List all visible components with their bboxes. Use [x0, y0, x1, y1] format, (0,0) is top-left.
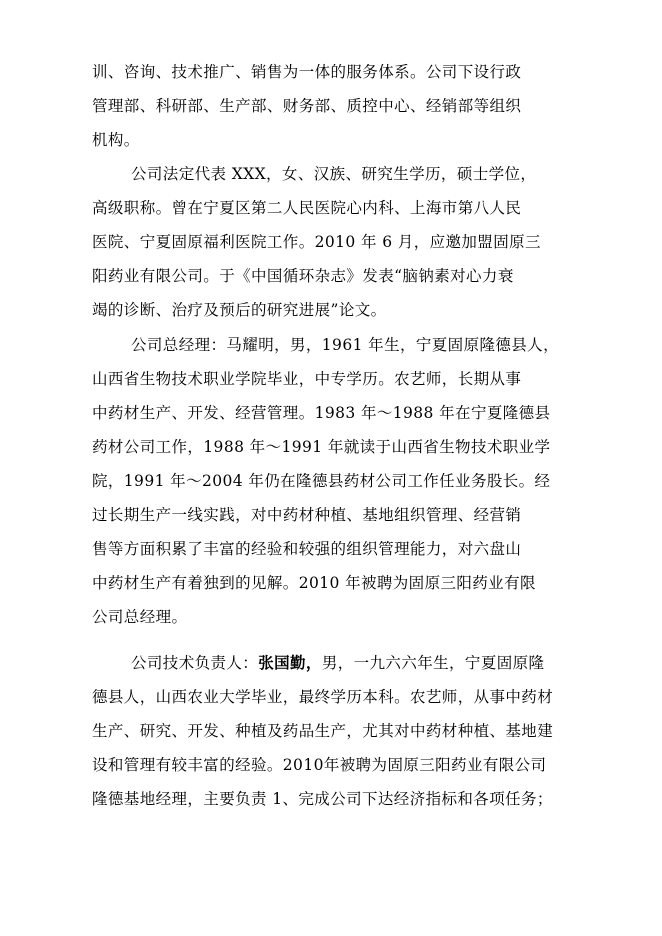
paragraph-3-line-3: 中药材生产、开发、经营管理。1983 年～1988 年在宁夏隆德县 — [92, 404, 551, 422]
paragraph-3-line-4: 药材公司工作，1988 年～1991 年就读于山西省生物技术职业学 — [92, 438, 551, 456]
paragraph-3-line-5: 院，1991 年～2004 年仍在隆德县药材公司工作任业务股长。经 — [92, 472, 551, 490]
paragraph-3-line-7: 售等方面积累了丰富的经验和较强的组织管理能力，对六盘山 — [92, 540, 522, 558]
paragraph-3-line-2: 山西省生物技术职业学院毕业，中专学历。农艺师，长期从事 — [92, 370, 522, 388]
paragraph-3-line-1: 公司总经理：马耀明，男，1961 年生，宁夏固原隆德县人， — [131, 336, 559, 354]
paragraph-2-line-2: 高级职称。曾在宁夏区第二人民医院心内科、上海市第八人民 — [92, 199, 522, 217]
paragraph-3-line-9: 公司总经理。 — [92, 608, 188, 626]
paragraph-3-line-8: 中药材生产有着独到的见解。2010 年被聘为固原三阳药业有限 — [92, 574, 536, 592]
paragraph-2-line-3: 医院、宁夏固原福利医院工作。2010 年 6 月，应邀加盟固原三 — [92, 233, 541, 251]
paragraph-2-line-1: 公司法定代表 XXX，女、汉族、研究生学历，硕士学位， — [131, 165, 537, 183]
paragraph-4-line-3: 生产、研究、开发、种植及药品生产，尤其对中药材种植、基地建 — [92, 722, 554, 740]
paragraph-2-line-4: 阳药业有限公司。于《中国循环杂志》发表“脑钠素对心力衰 — [92, 267, 514, 285]
paragraph-4-first-line-rest: 男，一九六六年生，宁夏固原隆 — [321, 654, 545, 672]
technical-lead-name: 张国勤， — [258, 653, 322, 672]
paragraph-4-prefix: 公司技术负责人： — [131, 654, 259, 672]
paragraph-4-line-4: 设和管理有较丰富的经验。2010年被聘为固原三阳药业有限公司 — [92, 756, 547, 774]
paragraph-1-line-2: 管理部、科研部、生产部、财务部、质控中心、经销部等组织 — [92, 97, 522, 115]
paragraph-4-line-1 — [131, 647, 582, 679]
paragraph-3-line-6: 过长期生产一线实践，对中药材种植、基地组织管理、经营销 — [92, 506, 522, 524]
paragraph-4-line-5: 隆德基地经理，主要负责 1、完成公司下达经济指标和各项任务； — [92, 790, 553, 808]
paragraph-1-line-1: 训、咨询、技术推广、销售为一体的服务体系。公司下设行政 — [92, 63, 522, 81]
paragraph-2-line-5: 竭的诊断、治疗及预后的研究进展”论文。 — [92, 301, 387, 319]
paragraph-1-line-3: 机构。 — [92, 131, 140, 149]
paragraph-4-line-2: 德县人，山西农业大学毕业，最终学历本科。农艺师，从事中药材 — [92, 688, 554, 706]
